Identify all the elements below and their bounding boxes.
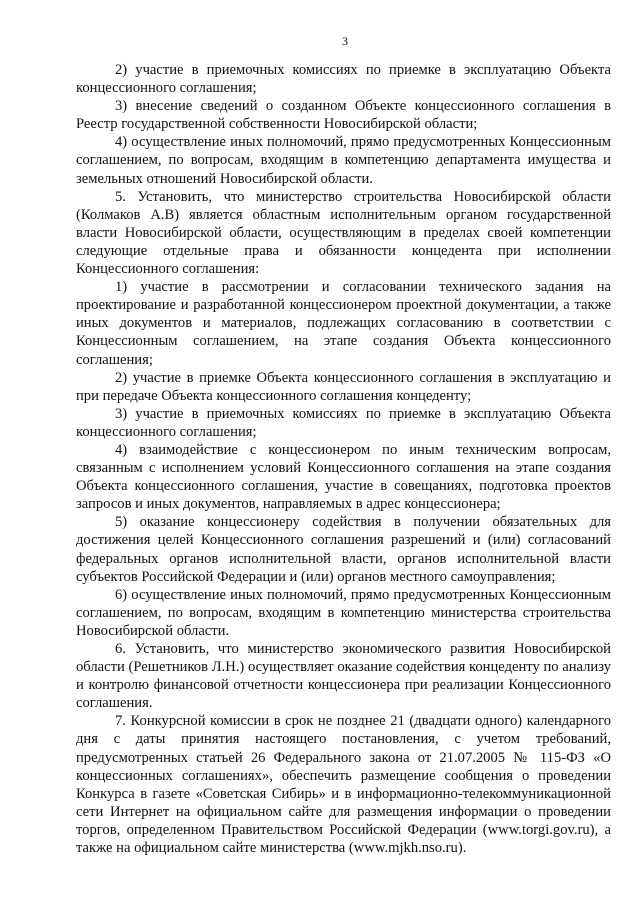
- paragraph-item-4-other-powers-property-dept: 4) осуществление иных полномочий, прямо предусмотренных Концессионным соглашением, по вопросам, входящим в компетенцию департамента имущества и земельных отношений Новосибирской области.: [76, 134, 611, 187]
- paragraph-item-2-acceptance-operation: 2) участие в приемке Объекта концессионного соглашения в эксплуатацию и при передаче Объекта концессионного соглашения концеденту;: [76, 369, 611, 404]
- paragraph-item-1-technical-task-review: 1) участие в рассмотрении и согласовании технического задания на проектирование и разработанной концессионером проектной документации, а также иных документов и материалов, подлежащих согласованию в соответствии с Концессионным соглашением, на этапе создания Объекта концессионного соглашения;: [76, 279, 611, 368]
- page-number: 3: [342, 34, 348, 48]
- paragraph-item-2-acceptance-commissions: 2) участие в приемочных комиссиях по приемке в эксплуатацию Объекта концессионного соглашения;: [76, 62, 611, 97]
- paragraph-section-7-competition-commission: 7. Конкурсной комиссии в срок не позднее 21 (двадцати одного) календарного дня с даты принятия настоящего постановления, с учетом требований, предусмотренных статьей 26 Федерального закона от 21.07.2005 № 115-ФЗ «О концессионных соглашениях», обеспечить размещение сообщения о проведении Конкурса в газете «Советская Сибирь» и в информационно-телекоммуникационной сети Интернет на официальном сайте для размещения информации о проведении торгов, определенном Правительством Российской Федерации (www.torgi.gov.ru), а также на официальном сайте министерства (www.mjkh.nso.ru).: [76, 713, 611, 857]
- paragraph-item-3-registry-entry: 3) внесение сведений о созданном Объекте концессионного соглашения в Реестр государственной собственности Новосибирской области;: [76, 98, 611, 133]
- paragraph-section-6-economic-ministry: 6. Установить, что министерство экономического развития Новосибирской области (Решетников Л.Н.) осуществляет оказание содействия концеденту по анализу и контролю финансовой отчетности концессионера при реализации Концессионного соглашения.: [76, 641, 611, 712]
- paragraph-section-5-construction-ministry: 5. Установить, что министерство строительства Новосибирской области (Колмаков А.В) является областным исполнительным органом государственной власти Новосибирской области, осуществляющим в пределах своей компетенции следующие отдельные права и обязанности концедента при исполнении Концессионного соглашения:: [76, 188, 611, 278]
- paragraph-item-4-interaction-concessionaire: 4) взаимодействие с концессионером по иным техническим вопросам, связанным с исполнением условий Концессионного соглашения на этапе создания Объекта концессионного соглашения, участие в совещаниях, подготовка проектов запросов и иных документов, направляемых в адрес концессионера;: [76, 441, 611, 513]
- document-body: [76, 61, 611, 857]
- paragraph-item-6-other-powers-construction: 6) осуществление иных полномочий, прямо предусмотренных Концессионным соглашением, по вопросам, входящим в компетенцию министерства строительства Новосибирской области.: [76, 586, 611, 639]
- paragraph-item-5-assistance-permits: 5) оказание концессионеру содействия в получении обязательных для достижения целей Концессионного соглашения разрешений и (или) согласований федеральных органов исполнительной власти, органов исполнительной власти субъектов Российской Федерации и (или) органов местного самоуправления;: [76, 514, 611, 585]
- paragraph-item-3-acceptance-commissions: 3) участие в приемочных комиссиях по приемке в эксплуатацию Объекта концессионного соглашения;: [76, 405, 611, 440]
